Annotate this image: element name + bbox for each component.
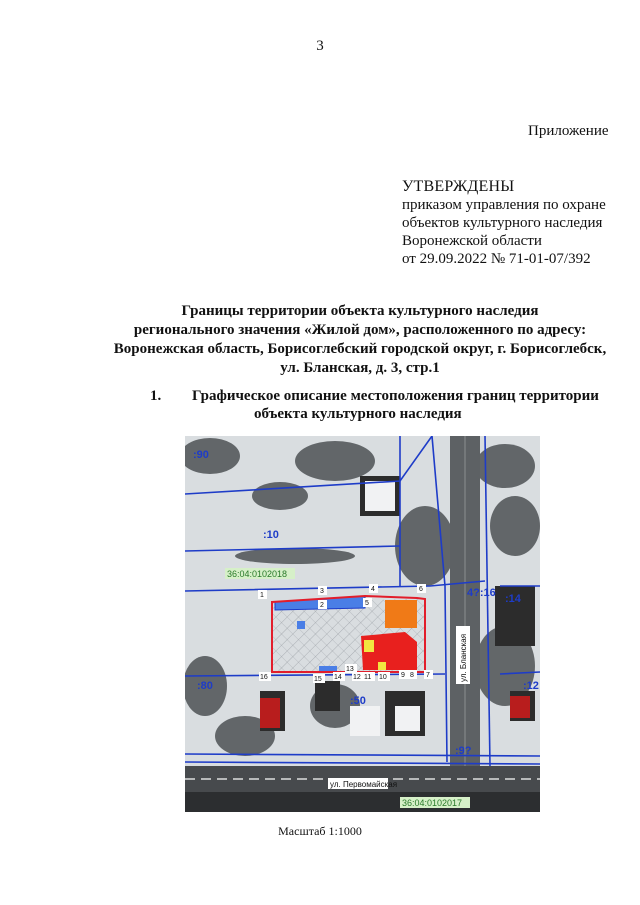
street-label: ул. Первомайская — [330, 780, 398, 789]
point-label: 9 — [401, 672, 405, 679]
parcel-label: :80 — [197, 680, 213, 692]
approval-line: объектов культурного наследия — [402, 215, 603, 231]
approval-line: Воронежской области — [402, 233, 542, 249]
section-number: 1. — [150, 388, 162, 404]
parcel-label: :90 — [193, 449, 209, 461]
building-yellow — [378, 662, 386, 670]
building-orange — [385, 600, 417, 628]
parcel-label: :50 — [350, 695, 366, 707]
page-number: 3 — [316, 38, 324, 54]
street-label: ул. Бланская — [459, 633, 468, 682]
scale-caption: Масштаб 1:1000 — [278, 824, 362, 838]
approval-order-line: от 29.09.2022 № 71-01-07/392 — [402, 251, 591, 267]
point-label: 14 — [334, 674, 342, 681]
section-title-line: Графическое описание местоположения границ территории — [192, 388, 599, 404]
parcel-label: :10 — [263, 529, 279, 541]
parcel-label: :9? — [455, 745, 472, 757]
approval-line: приказом управления по охране — [402, 197, 606, 213]
parcel-label: 4?:16 — [467, 587, 496, 599]
parcel-label: :12 — [523, 680, 539, 692]
point-label: 7 — [426, 672, 430, 679]
cadastral-block-label: 36:04:0102018 — [227, 569, 288, 579]
building-small-blue — [297, 621, 305, 629]
point-label: 11 — [364, 674, 372, 681]
point-label: 6 — [419, 586, 423, 593]
red-roof — [510, 696, 530, 718]
parcel-label: :14 — [505, 593, 521, 605]
point-label: 8 — [410, 672, 414, 679]
point-label: 1 — [260, 592, 264, 599]
point-label: 4 — [371, 586, 375, 593]
boundary-map — [185, 436, 540, 812]
point-label: 3 — [320, 588, 324, 595]
title-line: регионального значения «Жилой дом», расположенного по адресу: — [133, 322, 587, 338]
point-label: 5 — [365, 600, 369, 607]
point-label: 13 — [346, 666, 354, 673]
red-roof — [260, 698, 280, 728]
point-label: 15 — [314, 676, 322, 683]
point-label: 2 — [320, 602, 324, 609]
section-title-line: объекта культурного наследия — [254, 406, 462, 422]
approval-heading: УТВЕРЖДЕНЫ — [402, 178, 515, 195]
appendix-label: Приложение — [528, 123, 609, 139]
title-line: ул. Бланская, д. 3, стр.1 — [280, 360, 440, 376]
point-label: 12 — [353, 674, 361, 681]
title-line: Воронежская область, Борисоглебский городской округ, г. Борисоглебск, — [113, 341, 607, 357]
document-title — [90, 302, 630, 378]
approval-block — [402, 178, 606, 268]
cadastral-block-label: 36:04:0102017 — [402, 798, 463, 808]
point-label: 16 — [260, 674, 268, 681]
point-label: 10 — [379, 674, 387, 681]
title-line: Границы территории объекта культурного наследия — [181, 303, 539, 319]
building-yellow — [364, 640, 374, 652]
